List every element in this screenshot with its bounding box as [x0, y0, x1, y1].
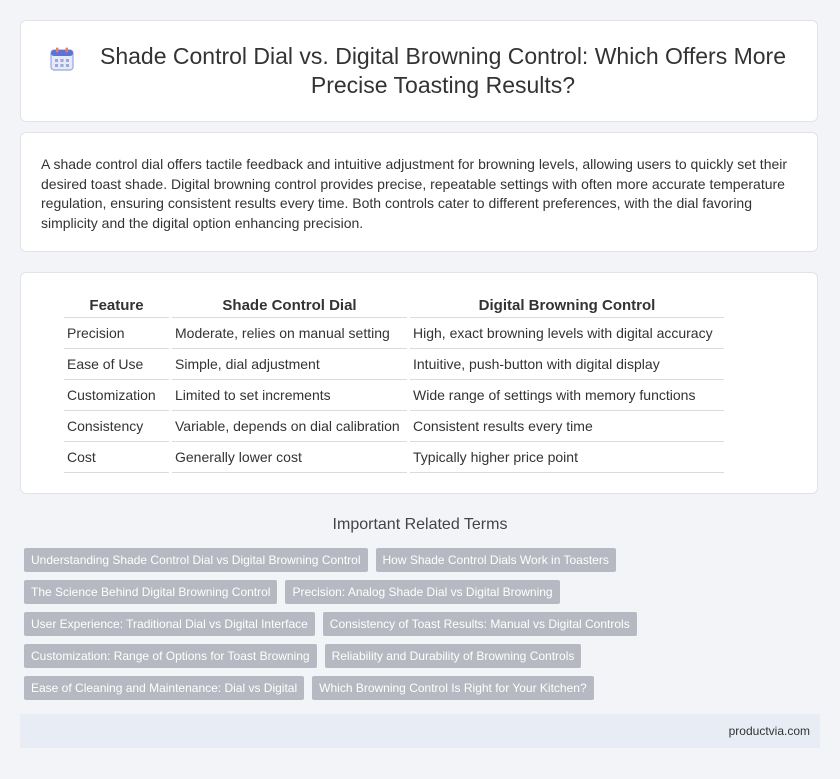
table-cell: Moderate, relies on manual setting: [172, 318, 407, 349]
calendar-icon: [49, 46, 75, 72]
related-terms-title: Important Related Terms: [332, 516, 508, 533]
table-cell: Customization: [64, 380, 169, 411]
header-digital-control: Digital Browning Control: [410, 293, 724, 318]
table-cell: Intuitive, push-button with digital display: [410, 349, 724, 380]
comparison-table: [61, 293, 727, 473]
intro-paragraph: A shade control dial offers tactile feedback and intuitive adjustment for browning levels, allowing users to quickly set their desired toast shade. Digital browning control provides precise, repeatable settings with often more accurate temperature regulation, ensuring consistent results every time. Both controls cater to different preferences, with the dial favoring simplicity and the digital option enhancing precision.: [41, 156, 788, 231]
table-header-row: [64, 293, 724, 318]
table-cell: Consistency: [64, 411, 169, 442]
tag-row: [24, 548, 824, 572]
footer-site-link[interactable]: productvia.com: [728, 724, 810, 738]
table-row: [64, 411, 724, 442]
footer: [20, 714, 820, 748]
related-term-tag[interactable]: How Shade Control Dials Work in Toasters: [376, 548, 616, 572]
comparison-card: [20, 272, 818, 494]
related-terms-list: [24, 548, 824, 708]
header-feature: Feature: [64, 293, 169, 318]
header-shade-dial: Shade Control Dial: [172, 293, 407, 318]
table-row: [64, 349, 724, 380]
tag-row: [24, 676, 824, 700]
related-term-tag[interactable]: Customization: Range of Options for Toast Browning: [24, 644, 317, 668]
title-wrap: [49, 42, 789, 100]
table-row: [64, 442, 724, 473]
related-term-tag[interactable]: User Experience: Traditional Dial vs Digital Interface: [24, 612, 315, 636]
related-term-tag[interactable]: Understanding Shade Control Dial vs Digital Browning Control: [24, 548, 368, 572]
related-term-tag[interactable]: Reliability and Durability of Browning Controls: [325, 644, 582, 668]
table-cell: Precision: [64, 318, 169, 349]
related-term-tag[interactable]: Ease of Cleaning and Maintenance: Dial vs Digital: [24, 676, 304, 700]
table-cell: Limited to set increments: [172, 380, 407, 411]
table-cell: Typically higher price point: [410, 442, 724, 473]
table-cell: Consistent results every time: [410, 411, 724, 442]
table-cell: Variable, depends on dial calibration: [172, 411, 407, 442]
table-cell: Simple, dial adjustment: [172, 349, 407, 380]
related-term-tag[interactable]: Consistency of Toast Results: Manual vs Digital Controls: [323, 612, 637, 636]
table-cell: High, exact browning levels with digital accuracy: [410, 318, 724, 349]
related-term-tag[interactable]: Which Browning Control Is Right for Your Kitchen?: [312, 676, 593, 700]
table-row: [64, 380, 724, 411]
page-title: Shade Control Dial vs. Digital Browning Control: Which Offers More Precise Toasting Results?: [99, 43, 786, 98]
tag-row: [24, 644, 824, 668]
tag-row: [24, 580, 824, 604]
table-cell: Ease of Use: [64, 349, 169, 380]
title-card: [20, 20, 818, 122]
table-cell: Generally lower cost: [172, 442, 407, 473]
table-cell: Wide range of settings with memory functions: [410, 380, 724, 411]
intro-card: [20, 132, 818, 252]
table-row: [64, 318, 724, 349]
tag-row: [24, 612, 824, 636]
related-term-tag[interactable]: The Science Behind Digital Browning Control: [24, 580, 277, 604]
table-cell: Cost: [64, 442, 169, 473]
related-term-tag[interactable]: Precision: Analog Shade Dial vs Digital Browning: [285, 580, 559, 604]
